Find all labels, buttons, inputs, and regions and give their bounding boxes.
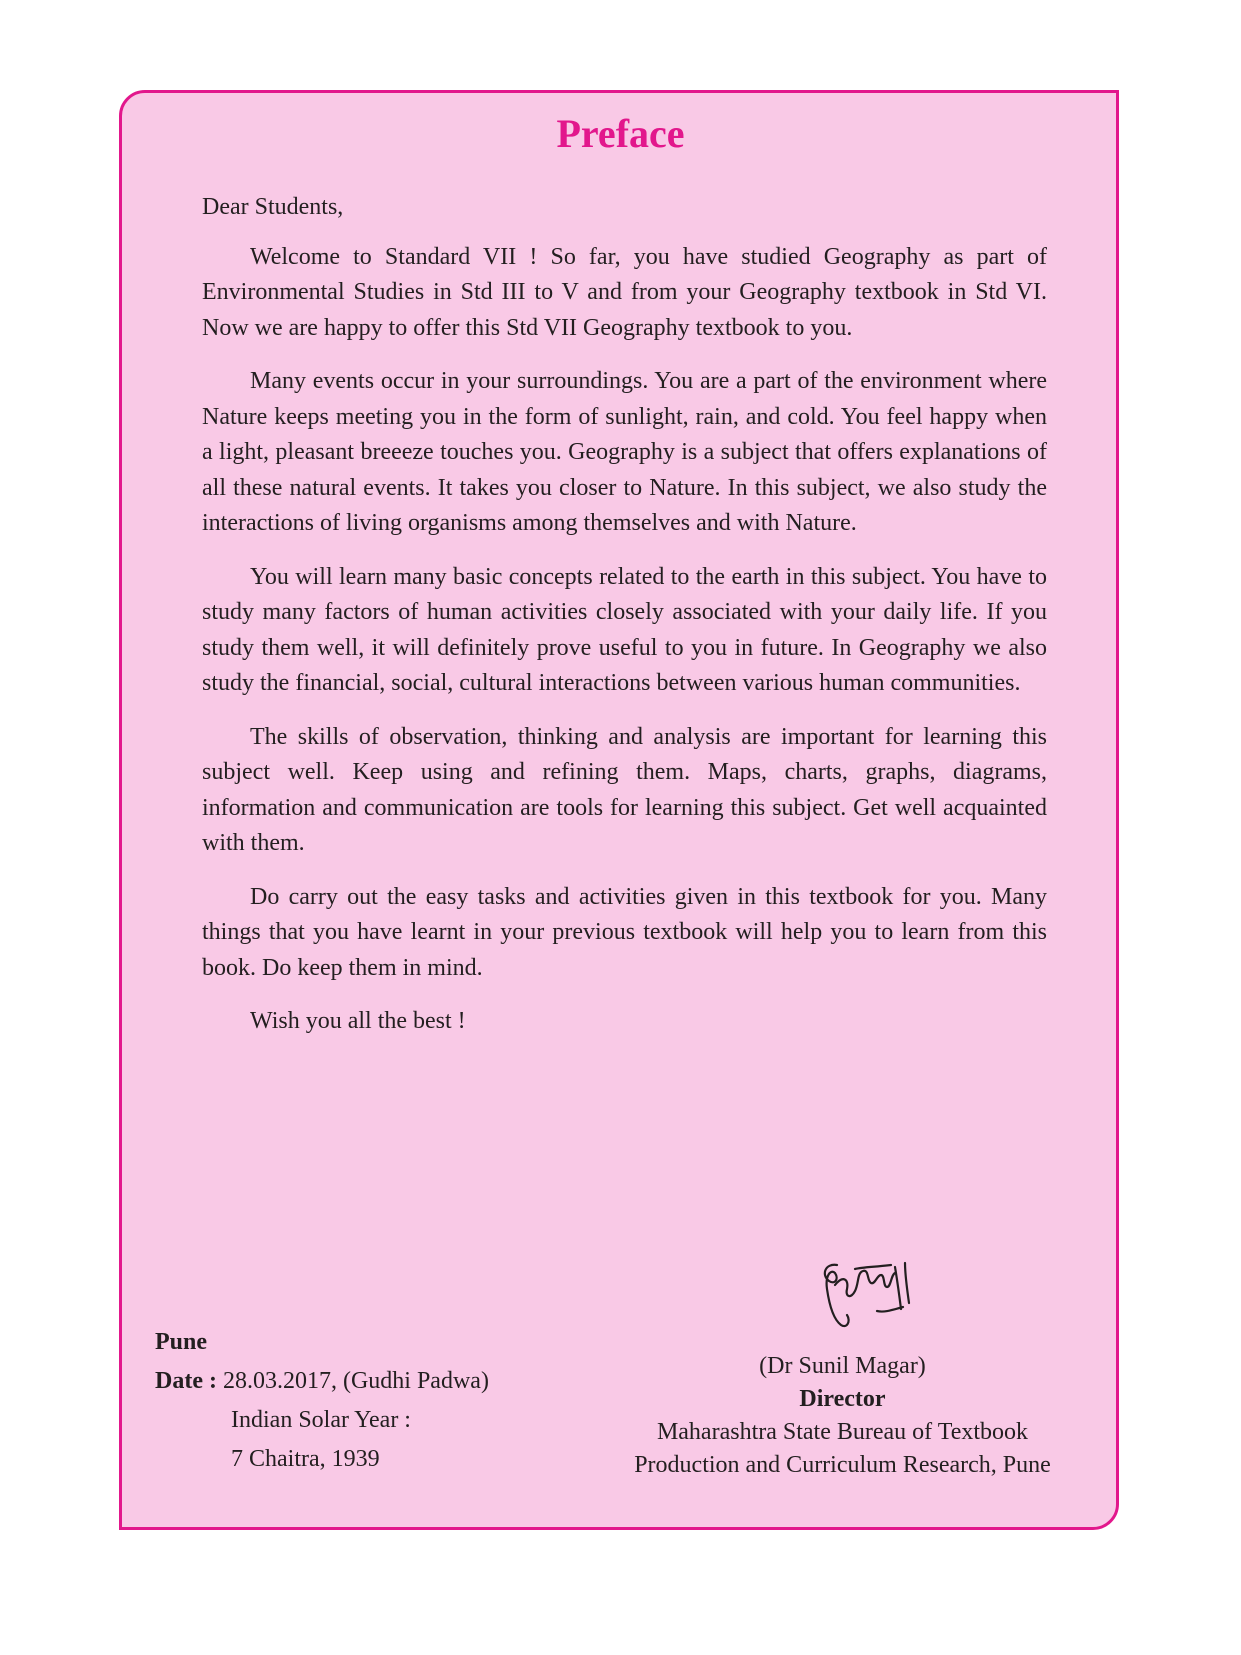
organization-line-1: Maharashtra State Bureau of Textbook: [656, 1419, 1029, 1445]
place-date-block: [155, 1323, 489, 1479]
signatory-designation: Director: [799, 1386, 886, 1412]
paragraph-3: You will learn many basic concepts related to the earth in this subject. You have to study many factors of human activities closely associated with your daily life. If you study them well, it will definitely prove useful to you in future. In Geography we also study the financial, social, cultural interactions between various human communities.: [202, 563, 1047, 696]
preface-body: [202, 190, 1047, 1058]
paragraph-4: The skills of observation, thinking and analysis are important for learning this subject well. Keep using and refining them. Maps, charts, graphs, diagrams, information and communication are tools for learning this subject. Get well acquainted with them.: [202, 723, 1047, 856]
solar-year-label: Indian Solar Year :: [231, 1407, 411, 1433]
organization-line-2: Production and Curriculum Research, Pune: [634, 1452, 1051, 1478]
date-line: [155, 1362, 489, 1401]
signatory-block: [595, 1350, 1090, 1482]
signature-icon: [815, 1245, 915, 1330]
date-value: 28.03.2017, (Gudhi Padwa): [222, 1368, 489, 1394]
date-label: Date :: [155, 1368, 217, 1394]
paragraph-5: Do carry out the easy tasks and activities given in this textbook for you. Many things that you have learnt in your previous textbook will help you to learn from this book. Do keep them in mind.: [202, 883, 1047, 981]
place: Pune: [155, 1329, 208, 1355]
salutation: Dear Students,: [202, 194, 344, 220]
solar-year-value: 7 Chaitra, 1939: [231, 1446, 380, 1472]
page-title: Preface: [556, 111, 685, 156]
paragraph-2: Many events occur in your surroundings. You are a part of the environment where Nature keeps meeting you in the form of sunlight, rain, and cold. You feel happy when a light, pleasant breeeze touches you. Geography is a subject that offers explanations of all these natural events. It takes you closer to Nature. In this subject, we also study the interactions of living organisms among themselves and with Nature.: [202, 368, 1047, 536]
signatory-name: (Dr Sunil Magar): [759, 1353, 926, 1379]
closing-line: Wish you all the best !: [250, 1008, 466, 1034]
paragraph-1: Welcome to Standard VII ! So far, you have studied Geography as part of Environmental Studies in Std III to V and from your Geography textbook in Std VI. Now we are happy to offer this Std VII Geography textbook to you.: [202, 243, 1047, 341]
